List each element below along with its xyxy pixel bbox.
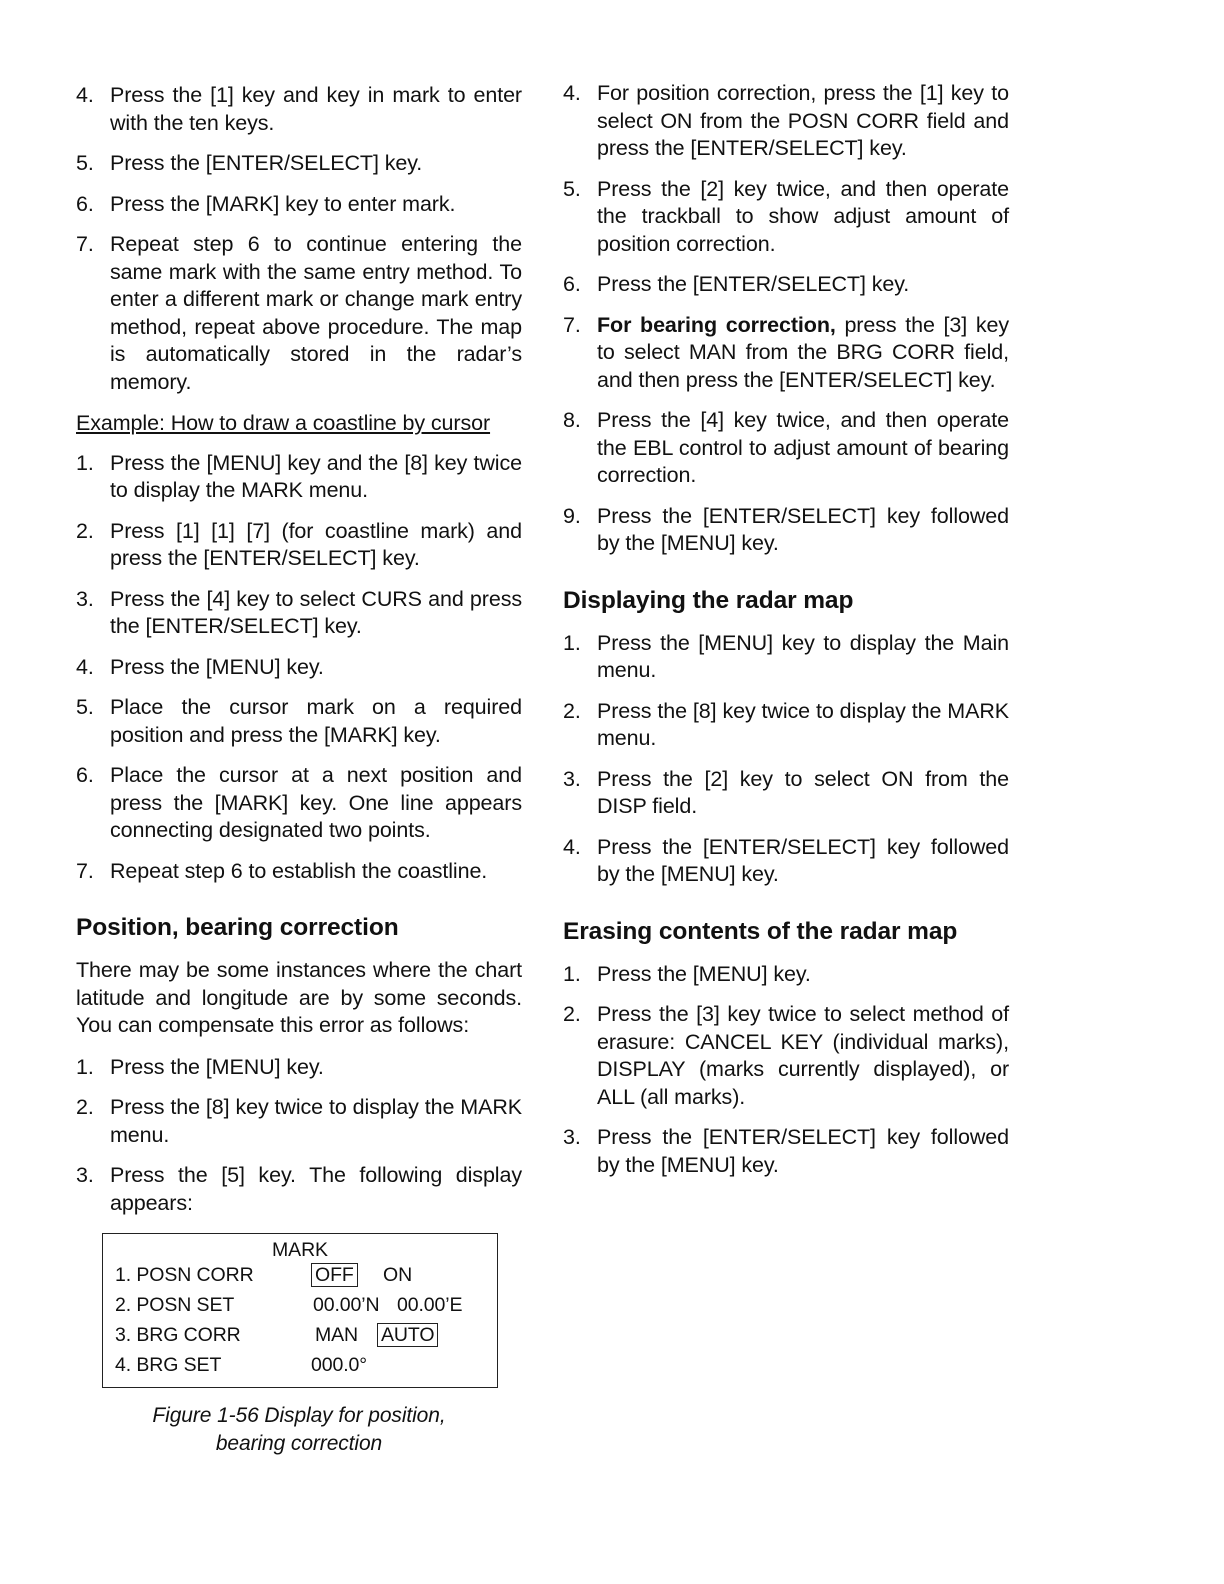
intro-paragraph: There may be some instances where the chart latitude and longitude are by some seconds. You can compensate this error as follows:: [76, 958, 522, 1037]
menu-row-brg-corr: 3. BRG CORR MAN AUTO: [115, 1320, 485, 1350]
menu-row-brg-set: 4. BRG SET 000.0°: [115, 1354, 367, 1376]
list-item: 2. Press the [8] key twice to display the MARK menu.: [563, 698, 1009, 750]
list-item: 5. Press the [2] key twice, and then operate the trackball to show adjust amount of position correction.: [563, 176, 1009, 256]
selected-option: OFF: [311, 1263, 358, 1287]
list-item: 6. Press the [MARK] key to enter mark.: [76, 191, 456, 216]
steps-list: [76, 82, 522, 396]
display-map-heading: Displaying the radar map: [563, 586, 854, 614]
erase-map-heading: Erasing contents of the radar map: [563, 917, 958, 945]
list-item: 4. Press the [1] key and key in mark to enter with the ten keys.: [76, 83, 522, 135]
list-item: 6. Press the [ENTER/SELECT] key.: [563, 272, 910, 296]
section-heading: Position, bearing correction: [76, 914, 399, 941]
steps-list: [563, 630, 1009, 889]
steps-list: [76, 450, 522, 886]
steps-list: [76, 1054, 522, 1218]
list-item: 6. Place the cursor at a next position and press the [MARK] key. One line appears connecting designated two points.: [76, 763, 522, 842]
list-item: 5. Place the cursor mark on a required position and press the [MARK] key.: [76, 695, 522, 747]
menu-row-posn-set: 2. POSN SET 00.00’N 00.00’E: [115, 1294, 463, 1316]
mark-menu-figure: [102, 1233, 498, 1388]
selected-option: AUTO: [377, 1323, 438, 1347]
left-column: [76, 82, 522, 1458]
list-item: 5. Press the [ENTER/SELECT] key.: [76, 151, 423, 175]
list-item: 4. Press the [MENU] key.: [76, 654, 324, 679]
list-item: 2. Press the [8] key twice to display the MARK menu.: [76, 1095, 522, 1147]
list-item: 7. Repeat step 6 to continue entering the same mark with the same entry method. To enter a different mark or change mark entry method, repeat above procedure. The map is automatically stored in the radar’s memory.: [76, 232, 522, 394]
list-item: 1. Press the [MENU] key to display the Main menu.: [563, 630, 1009, 682]
list-item: 4. Press the [ENTER/SELECT] key followed by the [MENU] key.: [563, 834, 1009, 886]
list-item: 3. Press the [5] key. The following display appears:: [76, 1163, 522, 1215]
mark-menu-title: MARK: [272, 1239, 328, 1261]
list-item: 2. Press the [3] key twice to select method of erasure: CANCEL KEY (individual marks), DISPLAY (marks currently displayed), or ALL (all marks).: [563, 1002, 1009, 1109]
steps-list: [563, 961, 1009, 1180]
list-item: 3. Press the [2] key to select ON from the DISP field.: [563, 766, 1009, 818]
list-item: 1. Press the [MENU] key and the [8] key twice to display the MARK menu.: [76, 450, 522, 502]
list-item: 9. Press the [ENTER/SELECT] key followed by the [MENU] key.: [563, 503, 1009, 555]
list-item: 2. Press [1] [1] [7] (for coastline mark) and press the [ENTER/SELECT] key.: [76, 518, 522, 570]
list-item: 8. Press the [4] key twice, and then operate the EBL control to adjust amount of bearing correction.: [563, 408, 1009, 487]
steps-list: [563, 80, 1009, 558]
list-item: 3. Press the [ENTER/SELECT] key followed by the [MENU] key.: [563, 1125, 1009, 1177]
example-heading: Example: How to draw a coastline by cursor: [76, 411, 491, 435]
list-item: 3. Press the [4] key to select CURS and press the [ENTER/SELECT] key.: [76, 586, 522, 638]
list-item: 7. Repeat step 6 to establish the coastline.: [76, 858, 488, 883]
menu-row-posn-corr: 1. POSN CORR OFF ON: [115, 1264, 413, 1286]
list-item: 7. For bearing correction, press the [3] key to select MAN from the BRG CORR field, and then press the [ENTER/SELECT] key.: [563, 312, 1010, 392]
list-item: 1. Press the [MENU] key.: [563, 961, 811, 986]
list-item: 4. For position correction, press the [1] key to select ON from the POSN CORR field and press the [ENTER/SELECT] key.: [563, 81, 1009, 160]
list-item: 1. Press the [MENU] key.: [76, 1054, 324, 1079]
figure-caption: Figure 1-56 Display for position, bearing correction: [152, 1404, 446, 1455]
right-column: [563, 80, 1009, 1192]
